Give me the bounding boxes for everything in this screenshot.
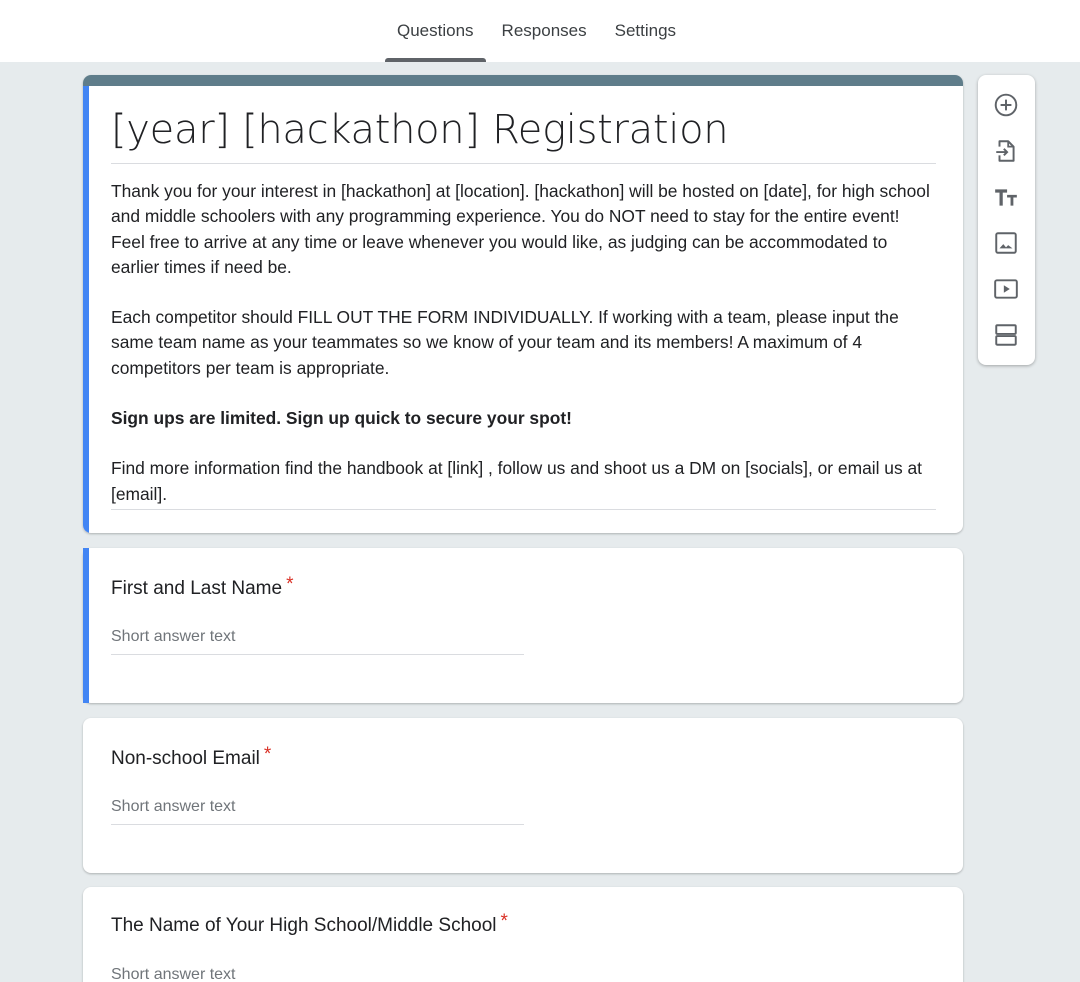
- import-questions-button[interactable]: [991, 136, 1021, 166]
- question-title: [111, 744, 272, 770]
- add-title-button[interactable]: [991, 182, 1021, 212]
- video-icon: [993, 276, 1019, 302]
- question-title: [111, 574, 294, 600]
- import-icon: [993, 138, 1019, 164]
- tab-bar: [385, 0, 688, 62]
- question-title-text: The Name of Your High School/Middle School: [111, 915, 497, 936]
- add-video-button[interactable]: [991, 274, 1021, 304]
- add-image-button[interactable]: [991, 228, 1021, 258]
- question-card[interactable]: [83, 718, 963, 873]
- description-paragraph: Find more information find the handbook at [link] , follow us and shoot us a DM on [socials], or email us at [email].: [111, 458, 923, 504]
- active-indicator: [83, 86, 89, 533]
- image-icon: [993, 230, 1019, 256]
- question-card[interactable]: [83, 548, 963, 703]
- required-marker: *: [286, 574, 294, 595]
- description-paragraph: Thank you for your interest in [hackathon] at [location]. [hackathon] will be hosted on [date], for high school and middle schoolers with any programming experience. You do NOT need to stay for the entire event! Feel free to arrive at any time or leave whenever you would like, as judging can be accommodated to earlier times if need be.: [111, 181, 930, 277]
- question-title: [111, 911, 508, 937]
- add-question-button[interactable]: [991, 90, 1021, 120]
- title-icon: [993, 184, 1019, 210]
- tab-questions[interactable]: Questions: [385, 0, 486, 62]
- section-icon: [993, 322, 1019, 348]
- add-circle-icon: [993, 92, 1019, 118]
- add-section-button[interactable]: [991, 320, 1021, 350]
- description-bold-notice: Sign ups are limited. Sign up quick to secure your spot!: [111, 408, 572, 429]
- description-paragraph: Each competitor should FILL OUT THE FORM INDIVIDUALLY. If working with a team, please input the same team name as your teammates so we know of your team and its members! A maximum of 4 competitors per team is appropriate.: [111, 307, 899, 378]
- tab-responses[interactable]: Responses: [501, 21, 587, 40]
- short-answer-field[interactable]: Short answer text: [111, 798, 524, 825]
- top-bar: [0, 0, 1080, 62]
- question-card[interactable]: [83, 887, 963, 982]
- tab-settings[interactable]: Settings: [614, 21, 677, 40]
- short-answer-field[interactable]: Short answer text: [111, 966, 524, 982]
- required-marker: *: [500, 911, 508, 932]
- floating-toolbar: [978, 75, 1035, 365]
- form-description[interactable]: [111, 179, 936, 510]
- required-marker: *: [263, 744, 272, 765]
- question-title-text: First and Last Name: [111, 578, 283, 599]
- active-indicator: [83, 548, 89, 703]
- form-header-card[interactable]: [83, 75, 963, 533]
- form-title[interactable]: [year] [hackathon] Registration: [111, 107, 936, 164]
- question-title-text: Non-school Email: [111, 748, 260, 769]
- header-color-strip: [83, 75, 963, 86]
- short-answer-field[interactable]: Short answer text: [111, 628, 524, 655]
